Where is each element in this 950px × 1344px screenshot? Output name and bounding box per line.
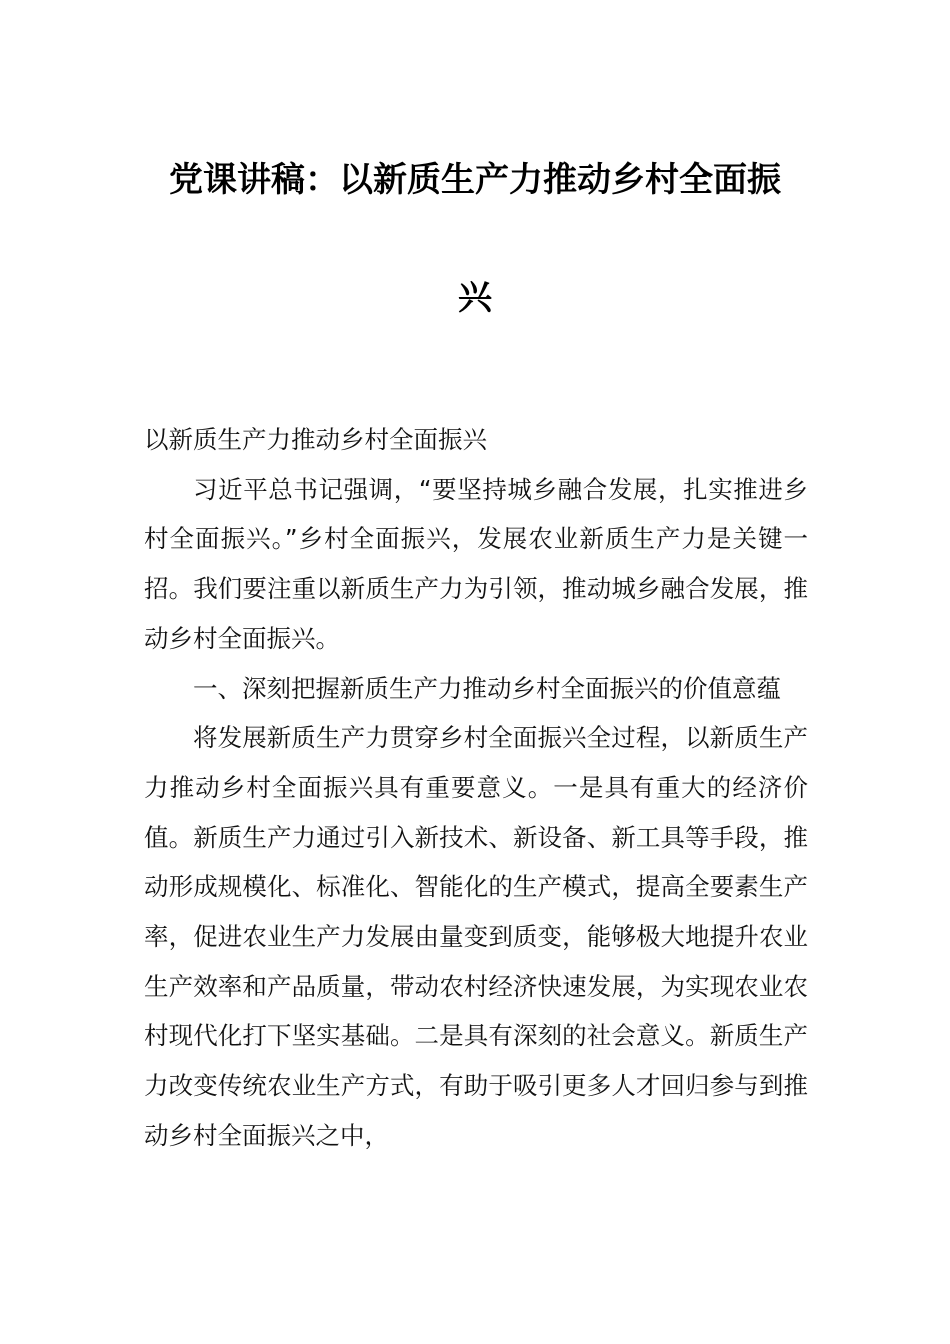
section-heading: 一、深刻把握新质生产力推动乡村全面振兴的价值意蕴 bbox=[193, 673, 781, 703]
document-title-line-2: 兴 bbox=[458, 278, 492, 318]
body-paragraph-subtitle: 以新质生产力推动乡村全面振兴 bbox=[144, 425, 487, 454]
document-body bbox=[144, 415, 808, 1161]
body-paragraph: 将发展新质生产力贯穿乡村全面振兴全过程，以新质生产力推动乡村全面振兴具有重要意义。一是具有重大的经济价值。新质生产力通过引入新技术、新设备、新工具等手段，推动形成规模化、标准化、智能化的生产模式，提高全要素生产率，促进农业生产力发展由量变到质变，能够极大地提升农业生产效率和产品质量，带动农村经济快速发展，为实现农业农村现代化打下坚实基础。二是具有深刻的社会意义。新质生产力改变传统农业生产方式，有助于吸引更多人才回归参与到推动乡村全面振兴之中， bbox=[144, 723, 808, 1150]
document-title-line-1: 党课讲稿：以新质生产力推动乡村全面振 bbox=[169, 160, 781, 200]
body-paragraph: 习近平总书记强调，“要坚持城乡融合发展，扎实推进乡村全面振兴。”乡村全面振兴，发展农业新质生产力是关键一招。我们要注重以新质生产力为引领，推动城乡融合发展，推动乡村全面振兴。 bbox=[144, 474, 808, 653]
